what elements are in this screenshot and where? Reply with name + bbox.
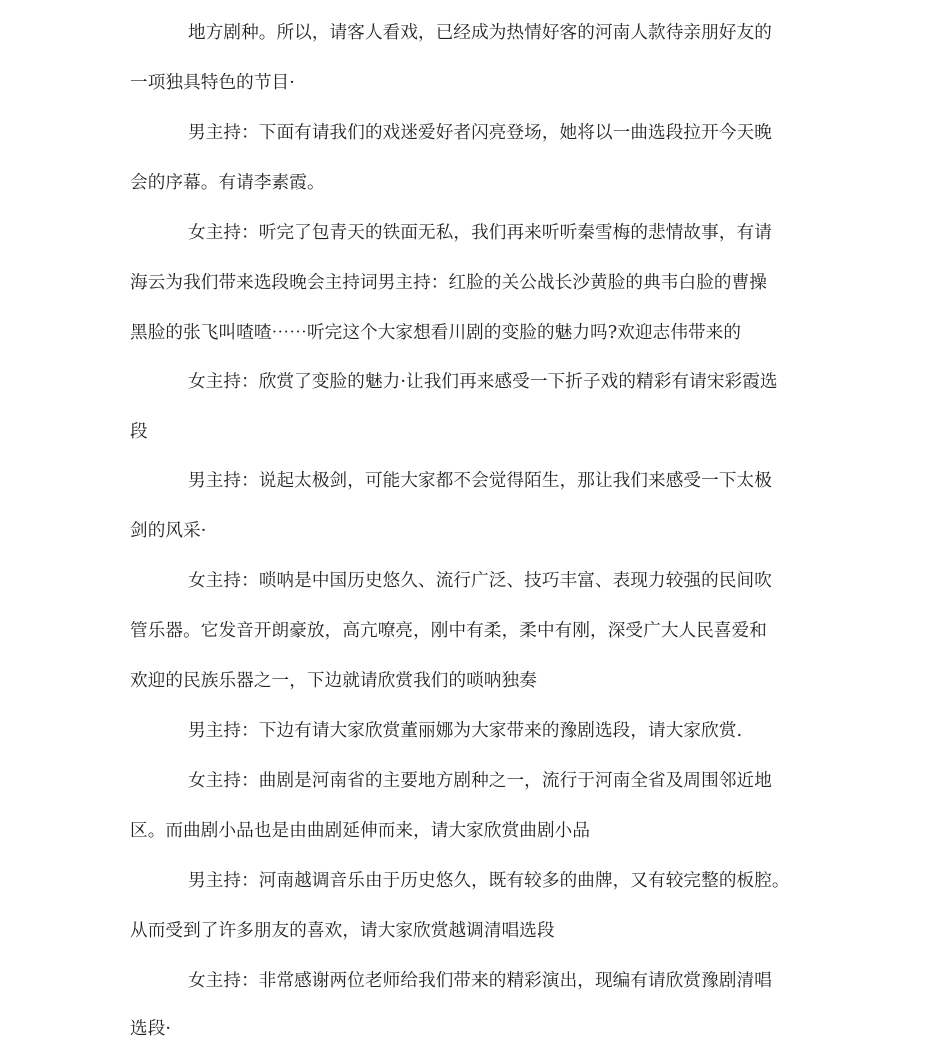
text-line: 海云为我们带来选段晚会主持词男主持：红脸的关公战长沙黄脸的典韦白脸的曹操 — [130, 273, 767, 293]
text-line: 男主持：下边有请大家欣赏董丽娜为大家带来的豫剧选段，请大家欣赏. — [188, 721, 743, 741]
text-line: 女主持：非常感谢两位老师给我们带来的精彩演出，现编有请欣赏豫剧清唱 — [188, 971, 772, 991]
text-line: 女主持：曲剧是河南省的主要地方剧种之一，流行于河南全省及周围邻近地 — [188, 771, 772, 791]
text-line: 女主持：唢呐是中国历史悠久、流行广泛、技巧丰富、表现力较强的民间吹 — [188, 571, 772, 591]
text-line: 管乐器。它发音开朗豪放，高亢嘹亮，刚中有柔，柔中有刚，深受广大人民喜爱和 — [130, 621, 767, 641]
text-line: 女主持：听完了包青天的铁面无私，我们再来听听秦雪梅的悲情故事，有请 — [188, 223, 772, 243]
text-line: 黑脸的张飞叫喳喳⋯⋯听完这个大家想看川剧的变脸的魅力吗?欢迎志伟带来的 — [130, 323, 742, 343]
text-line: 一项独具特色的节目· — [130, 73, 295, 93]
text-line: 段 — [130, 422, 148, 442]
text-line: 区。而曲剧小品也是由曲剧延伸而来，请大家欣赏曲剧小品 — [130, 821, 591, 841]
text-line: 选段· — [130, 1019, 172, 1039]
text-line: 欢迎的民族乐器之一，下边就请欣赏我们的唢呐独奏 — [130, 671, 537, 691]
text-line: 剑的风采· — [130, 521, 207, 541]
text-line: 会的序幕。有请李素霞。 — [130, 173, 325, 193]
text-line: 男主持：河南越调音乐由于历史悠久，既有较多的曲牌，又有较完整的板腔。 — [188, 871, 790, 891]
text-line: 地方剧种。所以，请客人看戏，已经成为热情好客的河南人款待亲朋好友的 — [188, 23, 772, 43]
text-line: 男主持：说起太极剑，可能大家都不会觉得陌生，那让我们来感受一下太极 — [188, 471, 772, 491]
text-line: 男主持：下面有请我们的戏迷爱好者闪亮登场，她将以一曲选段拉开今天晚 — [188, 123, 772, 143]
text-line: 女主持：欣赏了变脸的魅力·让我们再来感受一下折子戏的精彩有请宋彩霞选 — [188, 372, 778, 392]
text-line: 从而受到了许多朋友的喜欢，请大家欣赏越调清唱选段 — [130, 921, 555, 941]
